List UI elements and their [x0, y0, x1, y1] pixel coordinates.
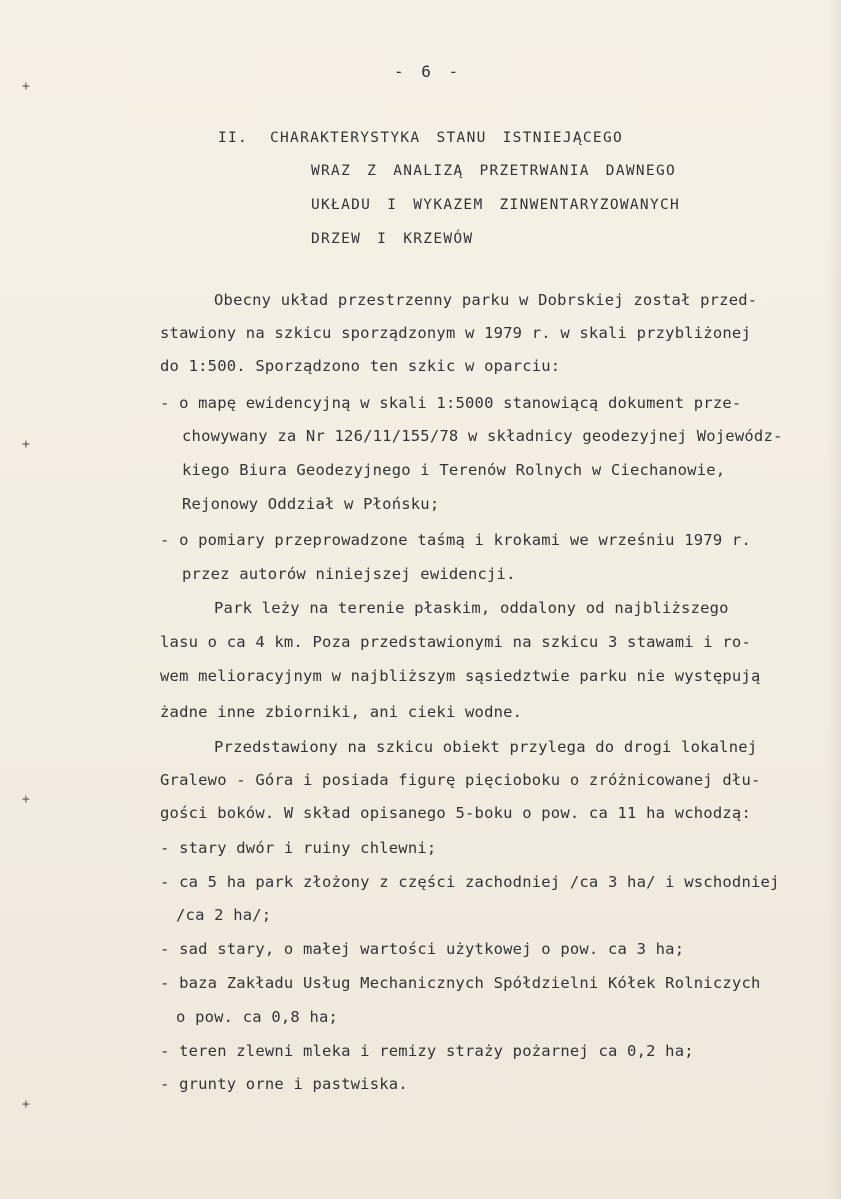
body-line: gości boków. W skład opisanego 5-boku o pow. ca 11 ha wchodzą: [160, 804, 751, 822]
body-line: Gralewo - Góra i posiada figurę pięcioboku o zróżnicowanej dłu- [160, 771, 761, 789]
body-line: Obecny układ przestrzenny parku w Dobrskiej został przed- [214, 291, 758, 309]
section-title-line: WRAZ Z ANALIZĄ PRZETRWANIA DAWNEGO [311, 163, 677, 179]
section-title-line: UKŁADU I WYKAZEM ZINWENTARYZOWANYCH [311, 197, 681, 213]
list-item: - grunty orne i pastwiska. [160, 1075, 408, 1093]
page-edge-shadow [827, 0, 841, 1199]
body-line: Rejonowy Oddział w Płońsku; [182, 495, 440, 513]
punch-hole-mark: + [22, 792, 30, 807]
body-line: żadne inne zbiorniki, ani cieki wodne. [160, 703, 523, 721]
body-line: o pow. ca 0,8 ha; [176, 1008, 339, 1026]
body-line: lasu o ca 4 km. Poza przedstawionymi na szkicu 3 stawami i ro- [160, 633, 751, 651]
list-item: - teren zlewni mleka i remizy straży pożarnej ca 0,2 ha; [160, 1042, 694, 1060]
body-line: /ca 2 ha/; [176, 906, 272, 924]
body-line: wem melioracyjnym w najbliższym sąsiedztwie parku nie występują [160, 667, 761, 685]
body-line: chowywany za Nr 126/11/155/78 w składnicy geodezyjnej Wojewódz- [182, 427, 783, 445]
section-title-line: CHARAKTERYSTYKA STANU ISTNIEJĄCEGO [270, 130, 624, 146]
punch-hole-mark: + [22, 437, 30, 452]
body-line: Park leży na terenie płaskim, oddalony od najbliższego [214, 599, 729, 617]
body-line: kiego Biura Geodezyjnego i Terenów Rolnych w Ciechanowie, [182, 461, 726, 479]
list-item: - sad stary, o małej wartości użytkowej o pow. ca 3 ha; [160, 940, 685, 958]
list-item: - baza Zakładu Usług Mechanicznych Spółdzielni Kółek Rolniczych [160, 974, 761, 992]
page-number: - 6 - [394, 62, 463, 81]
list-item: - o pomiary przeprowadzone taśmą i krokami we wrześniu 1979 r. [160, 531, 751, 549]
list-item: - stary dwór i ruiny chlewni; [160, 839, 437, 857]
body-line: przez autorów niniejszej ewidencji. [182, 565, 516, 583]
list-item: - o mapę ewidencyjną w skali 1:5000 stanowiącą dokument prze- [160, 394, 742, 412]
section-numeral: II. [218, 130, 249, 146]
list-item: - ca 5 ha park złożony z części zachodniej /ca 3 ha/ i wschodniej [160, 873, 780, 891]
punch-hole-mark: + [22, 79, 30, 94]
body-line: Przedstawiony na szkicu obiekt przylega do drogi lokalnej [214, 738, 758, 756]
section-title-line: DRZEW I KRZEWÓW [311, 231, 474, 247]
punch-hole-mark: + [22, 1097, 30, 1112]
body-line: stawiony na szkicu sporządzonym w 1979 r. w skali przybliżonej [160, 324, 751, 342]
body-line: do 1:500. Sporządzono ten szkic w oparciu: [160, 357, 561, 375]
